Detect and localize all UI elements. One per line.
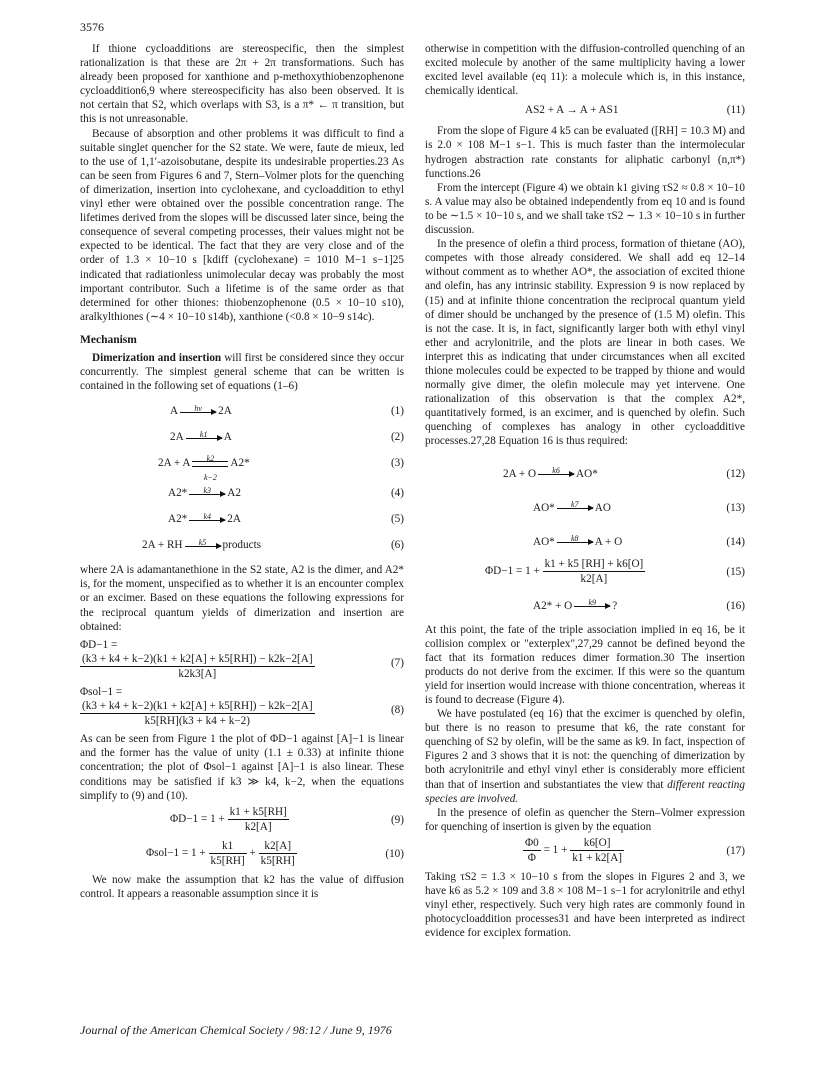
paragraph: [425, 707, 745, 806]
arrow-label: k2: [206, 453, 215, 463]
fraction: [570, 836, 624, 865]
eq-number: (9): [390, 813, 404, 826]
paragraph: Because of absorption and other problems it was difficult to find a suitable singlet quencher for the S2 state. We were, faute de mieux, led to the use of 1,1′-azoisobutane, despite its undesirable properties.23 As can be seen from Figures 6 and 7, Stern–Volmer plots for the quenching of dimerization, insertion into cyclohexane, and cycloaddition to ethyl vinyl ether were obtained over the possible concentration range. The lifetimes derived from the slopes will be discussed later since, being the consequence of several competing processes, their values might not be expected to be identical. The fact that they are very close and of the order of 1.3 × 10−10 s [kdiff (cyclohexane) = 1010 M−1 s−1]25 indicated that radiationless unimolecular decay was probably the most important contributor. Such a lifetime is of the same order as that determined for other thiones: thiobenzophenone (0.5 × 10−10 s10), aralkylthiones (∼4 × 10−10 s14b), xanthione (<0.8 × 10−9 s14c).: [80, 127, 404, 323]
numerator: (k3 + k4 + k−2)(k1 + k2[A] + k5[RH]) − k2k−2[A]: [80, 652, 315, 667]
eq-rhs: A: [223, 431, 232, 444]
equation-8: [80, 685, 404, 728]
denominator: k2[A]: [244, 820, 272, 833]
fraction: [543, 557, 646, 586]
emphasis-text: different reacting species are involved.: [425, 778, 745, 805]
numerator: k2[A]: [259, 839, 297, 854]
eq-number: (4): [390, 487, 404, 500]
reaction-arrow: [557, 500, 593, 510]
eq-number: (12): [726, 467, 745, 480]
reaction-arrow: [185, 538, 221, 548]
numerator: k1: [209, 839, 247, 854]
fraction: [228, 805, 289, 834]
equation: [425, 525, 745, 557]
eq-number: (3): [390, 457, 404, 470]
eq-lhs: 2A: [170, 431, 184, 444]
eq-rhs: A + O: [594, 535, 623, 548]
eq-rhs: ?: [612, 599, 618, 612]
eq-rhs: AO*: [576, 467, 598, 480]
eq-rhs: products: [222, 539, 262, 552]
arrow-label: k9: [588, 598, 597, 608]
eq-number: (11): [726, 104, 745, 117]
arrow-label: k1: [199, 430, 208, 440]
paragraph: We now make the assumption that k2 has the value of diffusion control. It appears a reasonable assumption since it is: [80, 873, 404, 900]
eq-number: (6): [390, 539, 404, 552]
equation-list-1-6: [80, 399, 404, 559]
paragraph: If thione cycloadditions are stereospecific, then the simplest rationalization is that these are 2π + 2π transformations. Such has already been proposed for xanthione and p-methoxythiobenzophenone cycloaddition6,9 where stereospecificity has also been observed. It is not certain that S2, which overlaps with S3, is a π* ← π transition, but this is not unreasonable.: [80, 43, 404, 126]
eq-number: (10): [385, 847, 404, 860]
arrow-label: k8: [570, 534, 579, 544]
denominator: k2k3[A]: [178, 667, 217, 680]
arrow-label: k7: [570, 500, 579, 510]
eq-number: (14): [726, 535, 745, 548]
arrow-label: hν: [194, 404, 202, 414]
arrow-label: k4: [203, 512, 212, 522]
equation-11: [425, 98, 745, 124]
paragraph-text: We have postulated (eq 16) that the excimer is quenched by olefin, but there is no reason to presume that k6, the rate constant for quenching of S2 by olefin, will be the same as k9. In fact, inspection of Figures 2 and 3 shows that it is not: the quenching of dimerization by both acrylonitrile and ethyl vinyl ether is considerably more efficient than that of insertion and substantiates the view that: [425, 708, 745, 791]
reaction-arrow: [574, 598, 610, 608]
equation: [80, 399, 404, 425]
right-column: [425, 42, 745, 940]
numerator: k1 + k5 [RH] + k6[O]: [543, 557, 646, 572]
paragraph: As can be seen from Figure 1 the plot of ΦD−1 against [A]−1 is linear and the former has the value of unity (1.1 ± 0.33) at infinite thione concentration; the plot of Φsol−1 against [A]−1 is also linear. These conditions may be satisfied if k3 ≫ k4, k−2, when the equations simplify to (9) and (10).: [80, 733, 404, 802]
eq-number: (7): [390, 656, 404, 669]
eq-lhs: Φsol−1 =: [80, 686, 123, 698]
equation-7: [80, 638, 404, 681]
paragraph: In the presence of olefin a third process, formation of thietane (AO), competes with those already considered. We shall add eq 12–14 without comment as to whether AO*, the association of excited thione and olefin, has any intrinsic stability. Expression 9 is now replaced by (15) and at infinite thione concentration the reciprocal quantum yield of dimer should be unchanged by the presence of (1.5 M) olefin. This is not the case. It is, in fact, significantly larger both with ethyl vinyl ether and acrylonitrile, and the plots are linear in both cases. We interpret this as indicating that under circumstances when all excited thione molecules could be expected to be trapped by thione and would normally give dimer, the olefin molecule may yet intervene. One rationalization of this observation is that the complex A2*, quantitatively formed, is an excimer, and is quenched by olefin. Such quenching of complexes has analogy in other cycloadditive processes.27,28 Equation 16 is thus required:: [425, 238, 745, 448]
equation-17: [425, 834, 745, 870]
reaction-arrow: [538, 466, 574, 476]
equation-10: Φsol−1 = 1 + $\frac{k1}{k5[RH]}$ + $\frac{k2[A]}{k5[RH]}$ (10): [146, 839, 404, 867]
equilibrium-arrow: [192, 453, 228, 482]
equation: [80, 451, 404, 481]
arrow-label: k6: [552, 466, 560, 476]
denominator: Φ: [527, 852, 536, 865]
paragraph: [80, 351, 404, 393]
fraction: [80, 699, 315, 728]
equation-16: [425, 591, 745, 617]
paragraph: From the intercept (Figure 4) we obtain k1 giving τS2 ≈ 0.8 × 10−10 s. A value may also be obtained independently from eq 10 and is found to be ∼1.5 × 10−10 s, and we shall take τS2 ∼ 1.3 × 10−10 s in further discussion.: [425, 181, 745, 237]
fraction: [80, 652, 315, 681]
eq-operator: = 1 +: [543, 844, 568, 857]
reaction-arrow: [189, 512, 225, 522]
equation-9: [80, 803, 404, 837]
eq-number: (5): [390, 513, 404, 526]
eq-lhs: AO*: [533, 501, 555, 514]
fraction: [259, 839, 297, 868]
paragraph: where 2A is adamantanethione in the S2 state, A2 is the dimer, and A2* is, for the moment, unspecified as to whether it is an encounter complex or an excimer. Based on these equations the following expressions for the reciprocal quantum yields of dimerization and insertion are obtained:: [80, 564, 404, 633]
eq-lhs: AO*: [533, 535, 555, 548]
eq-rhs: AO: [594, 501, 611, 514]
numerator: k1 + k5[RH]: [228, 805, 289, 820]
arrow-label: k−2: [203, 472, 217, 482]
paragraph: At this point, the fate of the triple association implied in eq 16, be it collision complex or "exterplex",27,29 cannot be defined beyond the fact that its formation reduces dimer formation.30 The insertion products do not derive from the excimer. If this were so the quantum yield for insertion would increase with thione concentration, whereas it is found to decrease (Figure 4).: [425, 623, 745, 706]
equation-list-12-14: [425, 457, 745, 557]
numerator: k6[O]: [570, 836, 624, 851]
journal-footer: Journal of the American Chemical Society / 98:12 / June 9, 1976: [80, 1023, 392, 1037]
eq-lhs: A: [170, 405, 179, 418]
eq-number: (8): [390, 704, 404, 716]
denominator: k5[RH]: [210, 854, 245, 867]
eq-lhs: ΦD−1 = 1 +: [170, 812, 225, 825]
paragraph: Taking τS2 = 1.3 × 10−10 s from the slopes in Figures 2 and 3, we have k6 as 5.2 × 109 and 3.8 × 108 M−1 s−1 for acrylonitrile and ethyl vinyl ether, respectively. Such very high rates are commonly found in photocycloaddition processes31 and have been interpreted as indirect evidence for exciplex formation.: [425, 870, 745, 940]
equation: [425, 457, 745, 491]
arrow-label: k5: [198, 538, 207, 548]
equation: [80, 533, 404, 559]
eq-lhs: Φsol−1 = 1 +: [146, 846, 206, 859]
page-number: 3576: [80, 20, 104, 34]
eq-rhs: A2: [227, 487, 241, 500]
eq-number: (13): [726, 501, 745, 514]
paragraph: otherwise in competition with the diffusion-controlled quenching of an excited molecule by another of the same multiplicity having a lower excited level available (eq 11): a molecule which is, in this instance, chemically identical.: [425, 43, 745, 98]
denominator: k5[RH]: [260, 854, 295, 867]
eq-number: (1): [390, 405, 404, 418]
equation: [425, 491, 745, 525]
numerator: Φ0: [523, 836, 541, 851]
reaction-arrow: [186, 430, 222, 440]
eq-number: (16): [726, 599, 745, 612]
paragraph: In the presence of olefin as quencher the Stern–Volmer expression for quenching of insertion is given by the equation: [425, 806, 745, 833]
run-in-heading: Dimerization and insertion: [92, 351, 222, 364]
denominator: k2[A]: [580, 572, 608, 585]
equation-15: [425, 557, 745, 591]
eq-lhs: ΦD−1 =: [80, 638, 118, 651]
eq-number: (17): [726, 844, 745, 857]
fraction: [209, 839, 247, 868]
eq-number: (2): [390, 431, 404, 444]
denominator: k1 + k2[A]: [572, 852, 622, 865]
eq-lhs: ΦD−1 = 1 +: [485, 564, 540, 577]
eq-lhs: A2* + O: [533, 599, 573, 612]
eq-body: AS2 + A → A + AS1: [525, 104, 619, 117]
numerator: (k3 + k4 + k−2)(k1 + k2[A] + k5[RH]) − k2k−2[A]: [80, 699, 315, 714]
equation: [80, 425, 404, 451]
reaction-arrow: [180, 404, 216, 414]
eq-lhs: A2*: [168, 487, 188, 500]
equation: [80, 507, 404, 533]
eq-lhs: 2A + O: [503, 467, 537, 480]
left-column: [80, 42, 404, 901]
reaction-arrow: [189, 486, 225, 496]
paragraph-text: will first be considered since they occur concurrently. The simplest general scheme that can be written is contained in the following set of equations (1–6): [80, 351, 404, 393]
eq-lhs: 2A + A: [158, 457, 191, 470]
reaction-arrow: [557, 534, 593, 544]
eq-number: (15): [726, 565, 745, 578]
eq-rhs: A2*: [230, 457, 250, 470]
arrow-label: k3: [203, 486, 212, 496]
denominator: k5[RH](k3 + k4 + k−2): [144, 715, 250, 728]
eq-lhs: 2A + RH: [142, 539, 183, 552]
eq-lhs: A2*: [168, 513, 188, 526]
section-heading: Mechanism: [80, 333, 137, 346]
paragraph: From the slope of Figure 4 k5 can be evaluated ([RH] = 10.3 M) and is 2.0 × 108 M−1 s−1. This is much faster than the intermolecular hydrogen abstraction rate constants for aliphatic carbonyl (n,π*) functions.26: [425, 125, 745, 180]
fraction: [523, 836, 541, 865]
eq-rhs: 2A: [227, 513, 241, 526]
eq-rhs: 2A: [218, 405, 232, 418]
equation: [80, 481, 404, 507]
